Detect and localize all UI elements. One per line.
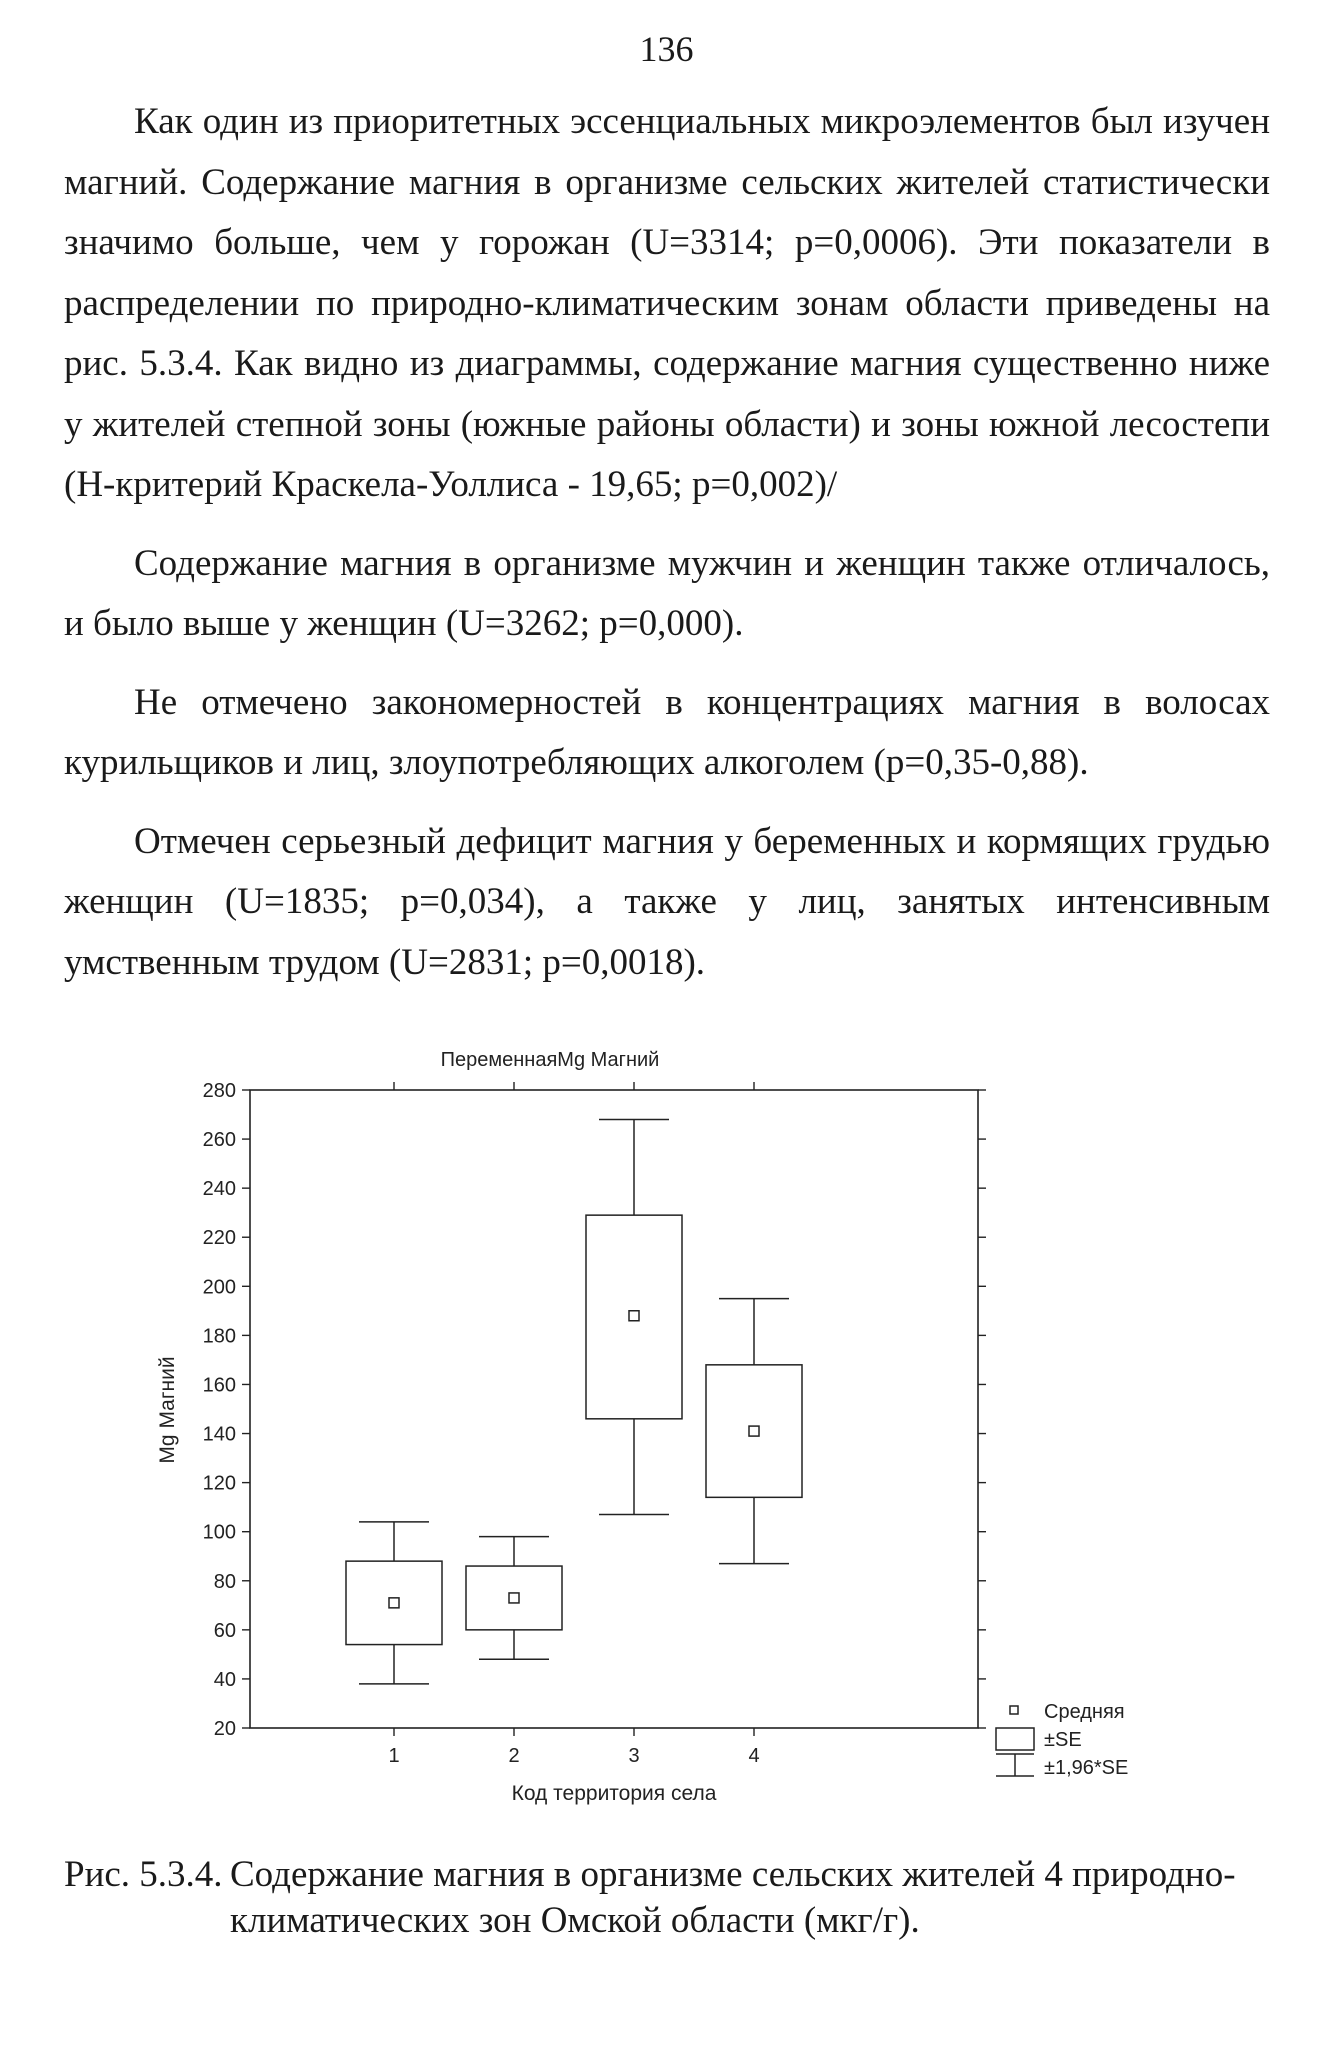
- y-tick-label: 120: [202, 1472, 236, 1495]
- x-tick-label: 1: [388, 1745, 400, 1767]
- legend-mean-label: Средняя: [1044, 1701, 1125, 1723]
- y-tick-label: 160: [202, 1374, 236, 1397]
- y-tick-label: 100: [202, 1521, 236, 1544]
- x-tick-label: 2: [508, 1745, 520, 1767]
- caption-text: Содержание магния в организме сельских жителей 4 природно-климатических зон Омской области (мкг/г).: [230, 1854, 1236, 1941]
- boxes: [346, 1119, 802, 1683]
- y-tick-label: 80: [213, 1570, 236, 1593]
- paragraph-smokers-alcohol: Не отмечено закономерностей в концентрациях магния в волосах курильщиков и лиц, злоупотребляющих алкоголем (p=0,35-0,88).: [64, 681, 1270, 783]
- mean-marker: [629, 1311, 639, 1321]
- mean-marker: [509, 1593, 519, 1603]
- paragraph-magnesium-intro: Как один из приоритетных эссенциальных микроэлементов был изучен магний. Содержание магния в организме сельских жителей статистически значимо больше, чем у горожан (U=3314; p=0,0006). Эти показатели в распределении по природно-климатическим зонам области приведены на рис. 5.3.4. Как видно из диаграммы, содержание магния существенно ниже у жителей степной зоны (южные районы области) и зоны южной лесостепи (H-критерий Краскела-Уоллиса - 19,65; p=0,002)/: [64, 101, 1270, 505]
- legend-ci-label: ±1,96*SE: [1044, 1757, 1129, 1779]
- y-tick-label: 220: [202, 1227, 236, 1250]
- paragraph-deficit: Отмечен серьезный дефицит магния у беременных и кормящих грудью женщин (U=1835; p=0,034), а также у лиц, занятых интенсивным умственным трудом (U=2831; p=0,0018).: [64, 820, 1270, 983]
- legend-se-icon: [996, 1728, 1034, 1750]
- y-tick-label: 280: [202, 1080, 236, 1102]
- y-tick-label: 200: [202, 1276, 236, 1299]
- y-axis-label: Mg Магний: [156, 1356, 179, 1464]
- legend-se-label: ±SE: [1044, 1729, 1082, 1751]
- y-tick-label: 20: [213, 1718, 236, 1740]
- legend: [996, 1701, 1128, 1779]
- x-axis: [388, 1082, 759, 1767]
- chart-svg: [0, 1030, 1333, 1830]
- mean-marker: [749, 1426, 759, 1436]
- y-tick-label: 140: [202, 1423, 236, 1446]
- paragraph-sex-difference: Содержание магния в организме мужчин и женщин также отличалось, и было выше у женщин (U=3262; p=0,000).: [64, 542, 1270, 644]
- chart-title: ПеременнаяMg Магний: [440, 1049, 660, 1071]
- y-tick-label: 260: [202, 1129, 236, 1152]
- y-tick-label: 240: [202, 1178, 236, 1201]
- y-tick-label: 40: [213, 1668, 236, 1691]
- x-tick-label: 4: [748, 1745, 760, 1767]
- legend-ci-icon: [996, 1754, 1034, 1776]
- mean-marker: [389, 1598, 399, 1608]
- y-tick-label: 180: [202, 1325, 236, 1348]
- y-tick-label: 60: [213, 1619, 236, 1642]
- x-axis-label: Код территория села: [511, 1782, 717, 1805]
- x-tick-label: 3: [628, 1745, 640, 1767]
- legend-mean-icon: [1010, 1706, 1018, 1714]
- body-text: [64, 92, 1270, 1011]
- figure-caption: [64, 1852, 1270, 1944]
- caption-label: Рис. 5.3.4.: [64, 1854, 223, 1895]
- figure-boxplot: [0, 1030, 1333, 1830]
- page-number: 136: [639, 29, 694, 69]
